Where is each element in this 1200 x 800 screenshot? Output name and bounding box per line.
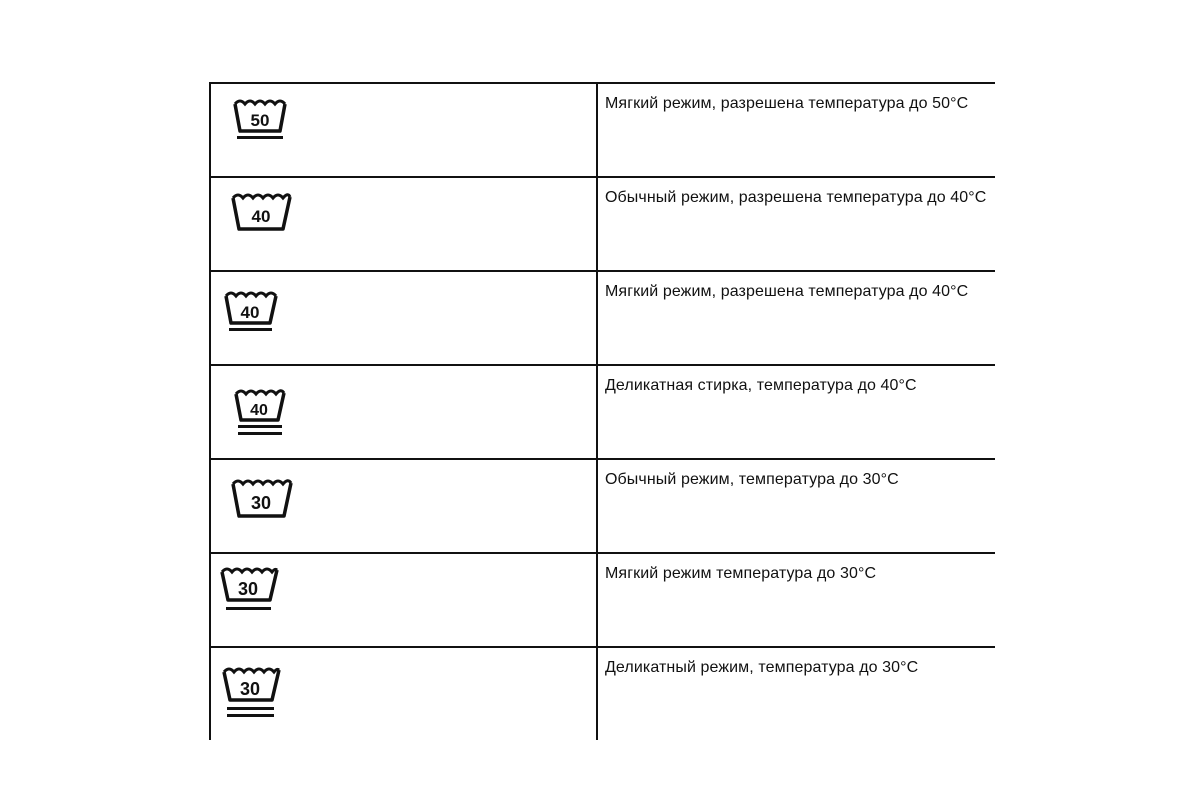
svg-text:30: 30 [239, 679, 261, 699]
washing-symbols-table [209, 82, 995, 742]
svg-text:30: 30 [250, 493, 272, 513]
table-row [209, 82, 995, 176]
table-row [209, 458, 995, 552]
svg-text:30: 30 [237, 579, 259, 599]
wash-30-delicate-icon [221, 666, 283, 726]
wash-40-delicate-icon [233, 388, 289, 440]
description: Деликатная стирка, температура до 40°С [605, 377, 917, 394]
table-row [209, 552, 995, 646]
wash-50-gentle-icon [231, 98, 295, 146]
description: Мягкий режим, разрешена температура до 40°С [605, 283, 969, 300]
table-row [209, 364, 995, 458]
column-divider [596, 82, 598, 740]
svg-text:40: 40 [240, 303, 260, 322]
table-row [209, 176, 995, 270]
svg-text:40: 40 [251, 207, 271, 226]
table-row [209, 646, 995, 740]
table-row [209, 270, 995, 364]
svg-text:50: 50 [250, 111, 270, 130]
description: Обычный режим, разрешена температура до 40°С [605, 189, 987, 206]
svg-text:40: 40 [250, 402, 268, 419]
description: Мягкий режим температура до 30°С [605, 565, 877, 582]
description: Деликатный режим, температура до 30°С [605, 659, 919, 676]
wash-30-gentle-icon [219, 566, 281, 616]
table-border-left [209, 82, 211, 740]
wash-40-gentle-icon [223, 290, 281, 336]
wash-40-normal-icon [229, 192, 295, 236]
description: Мягкий режим, разрешена температура до 50°С [605, 95, 969, 112]
wash-30-normal-icon [229, 478, 295, 524]
description: Обычный режим, температура до 30°С [605, 471, 899, 488]
